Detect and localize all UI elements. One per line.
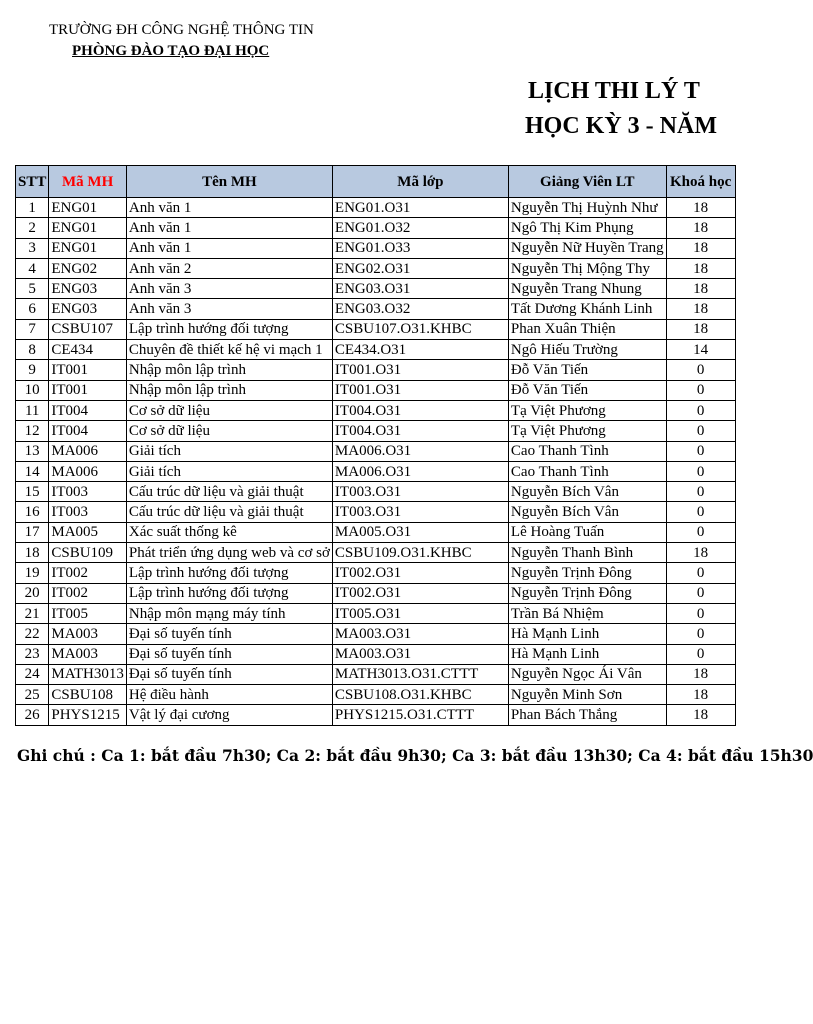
cell-stt: 19 — [16, 563, 49, 583]
cell-course-code: ENG03 — [49, 279, 127, 299]
cell-stt: 26 — [16, 705, 49, 725]
cell-lecturer: Nguyễn Minh Sơn — [508, 685, 666, 705]
cell-course-code: MA006 — [49, 441, 127, 461]
cell-course-code: MA005 — [49, 522, 127, 542]
cell-course-name: Anh văn 3 — [126, 299, 332, 319]
table-row — [16, 421, 736, 441]
cell-cohort: 0 — [666, 563, 735, 583]
column-header-course-name: Tên MH — [126, 166, 332, 198]
table-row — [16, 461, 736, 481]
cell-course-name: Vật lý đại cương — [126, 705, 332, 725]
table-header-row — [16, 166, 736, 198]
cell-course-code: IT002 — [49, 563, 127, 583]
cell-class-code: CE434.O31 — [332, 340, 508, 360]
cell-course-name: Đại số tuyến tính — [126, 664, 332, 684]
cell-lecturer: Nguyễn Thị Mộng Thy — [508, 258, 666, 278]
cell-lecturer: Ngô Thị Kim Phụng — [508, 218, 666, 238]
cell-class-code: ENG01.O32 — [332, 218, 508, 238]
table-row — [16, 380, 736, 400]
cell-lecturer: Nguyễn Trịnh Đông — [508, 583, 666, 603]
table-row — [16, 340, 736, 360]
table-row — [16, 218, 736, 238]
cell-cohort: 0 — [666, 360, 735, 380]
department-name: PHÒNG ĐÀO TẠO ĐẠI HỌC — [72, 43, 270, 59]
cell-course-name: Anh văn 1 — [126, 238, 332, 258]
cell-course-name: Chuyên đề thiết kế hệ vi mạch 1 — [126, 340, 332, 360]
cell-course-code: IT004 — [49, 421, 127, 441]
cell-course-code: IT004 — [49, 400, 127, 420]
table-row — [16, 705, 736, 725]
table-row — [16, 543, 736, 563]
cell-cohort: 18 — [666, 705, 735, 725]
footnote: Ghi chú : Ca 1: bắt đầu 7h30; Ca 2: bắt đầu 9h30; Ca 3: bắt đầu 13h30; Ca 4: bắt đầu 15h30 — [17, 746, 813, 765]
cell-lecturer: Hà Mạnh Linh — [508, 624, 666, 644]
table-row — [16, 502, 736, 522]
note-area — [0, 740, 813, 770]
cell-stt: 17 — [16, 522, 49, 542]
cell-lecturer: Cao Thanh Tình — [508, 461, 666, 481]
table-row — [16, 258, 736, 278]
cell-stt: 1 — [16, 198, 49, 218]
cell-stt: 8 — [16, 340, 49, 360]
cell-course-name: Nhập môn lập trình — [126, 360, 332, 380]
cell-course-name: Lập trình hướng đối tượng — [126, 563, 332, 583]
table-row — [16, 319, 736, 339]
cell-lecturer: Phan Bách Thắng — [508, 705, 666, 725]
cell-course-name: Anh văn 1 — [126, 218, 332, 238]
cell-class-code: IT003.O31 — [332, 502, 508, 522]
table-row — [16, 400, 736, 420]
cell-course-name: Cơ sở dữ liệu — [126, 400, 332, 420]
table-row — [16, 603, 736, 623]
cell-cohort: 18 — [666, 319, 735, 339]
table-row — [16, 299, 736, 319]
column-header-stt: STT — [16, 166, 49, 198]
cell-lecturer: Đỗ Văn Tiến — [508, 360, 666, 380]
cell-cohort: 18 — [666, 685, 735, 705]
cell-cohort: 0 — [666, 461, 735, 481]
cell-course-code: CE434 — [49, 340, 127, 360]
cell-course-code: PHYS1215 — [49, 705, 127, 725]
cell-lecturer: Lê Hoàng Tuấn — [508, 522, 666, 542]
cell-lecturer: Nguyễn Bích Vân — [508, 502, 666, 522]
cell-cohort: 0 — [666, 603, 735, 623]
cell-course-name: Đại số tuyến tính — [126, 624, 332, 644]
cell-lecturer: Nguyễn Thị Huỳnh Như — [508, 198, 666, 218]
cell-cohort: 0 — [666, 441, 735, 461]
cell-class-code: IT004.O31 — [332, 400, 508, 420]
cell-course-code: CSBU109 — [49, 543, 127, 563]
cell-class-code: IT001.O31 — [332, 380, 508, 400]
cell-class-code: ENG01.O31 — [332, 198, 508, 218]
cell-stt: 10 — [16, 380, 49, 400]
cell-stt: 22 — [16, 624, 49, 644]
cell-course-name: Lập trình hướng đối tượng — [126, 319, 332, 339]
cell-course-code: ENG01 — [49, 218, 127, 238]
cell-stt: 21 — [16, 603, 49, 623]
cell-stt: 14 — [16, 461, 49, 481]
cell-class-code: IT002.O31 — [332, 563, 508, 583]
cell-stt: 7 — [16, 319, 49, 339]
table-row — [16, 664, 736, 684]
cell-cohort: 0 — [666, 522, 735, 542]
cell-lecturer: Phan Xuân Thiện — [508, 319, 666, 339]
cell-course-name: Giải tích — [126, 461, 332, 481]
cell-lecturer: Nguyễn Bích Vân — [508, 482, 666, 502]
cell-course-name: Phát triển ứng dụng web và cơ sở — [126, 543, 332, 563]
column-header-class-code: Mã lớp — [332, 166, 508, 198]
cell-stt: 3 — [16, 238, 49, 258]
cell-lecturer: Tất Dương Khánh Linh — [508, 299, 666, 319]
cell-cohort: 0 — [666, 644, 735, 664]
cell-cohort: 0 — [666, 502, 735, 522]
cell-class-code: CSBU108.O31.KHBC — [332, 685, 508, 705]
cell-course-name: Giải tích — [126, 441, 332, 461]
cell-cohort: 0 — [666, 380, 735, 400]
column-header-course-code: Mã MH — [49, 166, 127, 198]
column-header-lecturer: Giảng Viên LT — [508, 166, 666, 198]
cell-course-code: IT005 — [49, 603, 127, 623]
cell-cohort: 14 — [666, 340, 735, 360]
cell-course-code: ENG03 — [49, 299, 127, 319]
column-header-cohort: Khoá học — [666, 166, 735, 198]
cell-course-name: Lập trình hướng đối tượng — [126, 583, 332, 603]
cell-class-code: MATH3013.O31.CTTT — [332, 664, 508, 684]
cell-class-code: ENG02.O31 — [332, 258, 508, 278]
school-name: TRƯỜNG ĐH CÔNG NGHỆ THÔNG TIN — [49, 22, 314, 38]
cell-lecturer: Cao Thanh Tình — [508, 441, 666, 461]
exam-schedule-table — [15, 165, 736, 726]
cell-course-name: Đại số tuyến tính — [126, 644, 332, 664]
cell-class-code: IT001.O31 — [332, 360, 508, 380]
cell-stt: 24 — [16, 664, 49, 684]
cell-course-name: Nhập môn mạng máy tính — [126, 603, 332, 623]
cell-lecturer: Nguyễn Trang Nhung — [508, 279, 666, 299]
cell-lecturer: Hà Mạnh Linh — [508, 644, 666, 664]
cell-class-code: ENG03.O32 — [332, 299, 508, 319]
table-row — [16, 644, 736, 664]
cell-course-code: CSBU107 — [49, 319, 127, 339]
document-title: LỊCH THI LÝ T — [528, 78, 700, 104]
cell-course-code: MATH3013 — [49, 664, 127, 684]
cell-cohort: 0 — [666, 583, 735, 603]
cell-stt: 13 — [16, 441, 49, 461]
cell-lecturer: Nguyễn Nữ Huyền Trang — [508, 238, 666, 258]
document-subtitle: HỌC KỲ 3 - NĂM — [525, 113, 717, 139]
cell-stt: 11 — [16, 400, 49, 420]
cell-cohort: 18 — [666, 664, 735, 684]
cell-class-code: ENG01.O33 — [332, 238, 508, 258]
cell-stt: 2 — [16, 218, 49, 238]
cell-lecturer: Ngô Hiếu Trường — [508, 340, 666, 360]
cell-cohort: 18 — [666, 218, 735, 238]
cell-stt: 6 — [16, 299, 49, 319]
cell-class-code: IT003.O31 — [332, 482, 508, 502]
cell-class-code: CSBU107.O31.KHBC — [332, 319, 508, 339]
table-row — [16, 482, 736, 502]
cell-course-name: Xác suất thống kê — [126, 522, 332, 542]
cell-lecturer: Nguyễn Thanh Bình — [508, 543, 666, 563]
cell-class-code: IT004.O31 — [332, 421, 508, 441]
table-row — [16, 624, 736, 644]
cell-course-code: ENG02 — [49, 258, 127, 278]
cell-stt: 15 — [16, 482, 49, 502]
cell-cohort: 0 — [666, 482, 735, 502]
table-row — [16, 238, 736, 258]
cell-lecturer: Tạ Việt Phương — [508, 421, 666, 441]
cell-lecturer: Nguyễn Trịnh Đông — [508, 563, 666, 583]
cell-course-name: Anh văn 3 — [126, 279, 332, 299]
cell-course-name: Cơ sở dữ liệu — [126, 421, 332, 441]
cell-class-code: MA003.O31 — [332, 624, 508, 644]
cell-course-code: ENG01 — [49, 238, 127, 258]
cell-course-code: ENG01 — [49, 198, 127, 218]
table-row — [16, 522, 736, 542]
cell-course-code: IT003 — [49, 502, 127, 522]
cell-cohort: 18 — [666, 543, 735, 563]
cell-course-name: Hệ điều hành — [126, 685, 332, 705]
cell-cohort: 18 — [666, 198, 735, 218]
cell-stt: 18 — [16, 543, 49, 563]
cell-stt: 20 — [16, 583, 49, 603]
cell-course-code: CSBU108 — [49, 685, 127, 705]
cell-class-code: MA006.O31 — [332, 461, 508, 481]
cell-course-code: MA006 — [49, 461, 127, 481]
cell-stt: 4 — [16, 258, 49, 278]
cell-course-code: MA003 — [49, 644, 127, 664]
cell-cohort: 18 — [666, 238, 735, 258]
table-row — [16, 198, 736, 218]
cell-course-code: IT001 — [49, 380, 127, 400]
cell-stt: 9 — [16, 360, 49, 380]
cell-course-code: IT003 — [49, 482, 127, 502]
cell-course-name: Anh văn 1 — [126, 198, 332, 218]
cell-course-name: Anh văn 2 — [126, 258, 332, 278]
cell-class-code: ENG03.O31 — [332, 279, 508, 299]
cell-stt: 23 — [16, 644, 49, 664]
cell-course-code: IT001 — [49, 360, 127, 380]
cell-course-code: MA003 — [49, 624, 127, 644]
cell-lecturer: Đỗ Văn Tiến — [508, 380, 666, 400]
table-row — [16, 583, 736, 603]
cell-class-code: CSBU109.O31.KHBC — [332, 543, 508, 563]
cell-class-code: PHYS1215.O31.CTTT — [332, 705, 508, 725]
cell-lecturer: Tạ Việt Phương — [508, 400, 666, 420]
title-area — [0, 0, 717, 160]
cell-cohort: 0 — [666, 421, 735, 441]
table-row — [16, 441, 736, 461]
table-row — [16, 360, 736, 380]
cell-class-code: MA005.O31 — [332, 522, 508, 542]
cell-class-code: MA006.O31 — [332, 441, 508, 461]
cell-cohort: 0 — [666, 400, 735, 420]
cell-class-code: IT002.O31 — [332, 583, 508, 603]
cell-course-code: IT002 — [49, 583, 127, 603]
cell-cohort: 18 — [666, 258, 735, 278]
cell-course-name: Nhập môn lập trình — [126, 380, 332, 400]
cell-stt: 16 — [16, 502, 49, 522]
cell-class-code: MA003.O31 — [332, 644, 508, 664]
cell-lecturer: Nguyễn Ngọc Ái Vân — [508, 664, 666, 684]
cell-cohort: 18 — [666, 279, 735, 299]
cell-course-name: Cấu trúc dữ liệu và giải thuật — [126, 502, 332, 522]
cell-lecturer: Trần Bá Nhiệm — [508, 603, 666, 623]
cell-cohort: 18 — [666, 299, 735, 319]
table-row — [16, 279, 736, 299]
cell-stt: 5 — [16, 279, 49, 299]
cell-stt: 25 — [16, 685, 49, 705]
table-row — [16, 563, 736, 583]
cell-class-code: IT005.O31 — [332, 603, 508, 623]
cell-stt: 12 — [16, 421, 49, 441]
table-row — [16, 685, 736, 705]
cell-course-name: Cấu trúc dữ liệu và giải thuật — [126, 482, 332, 502]
cell-cohort: 0 — [666, 624, 735, 644]
